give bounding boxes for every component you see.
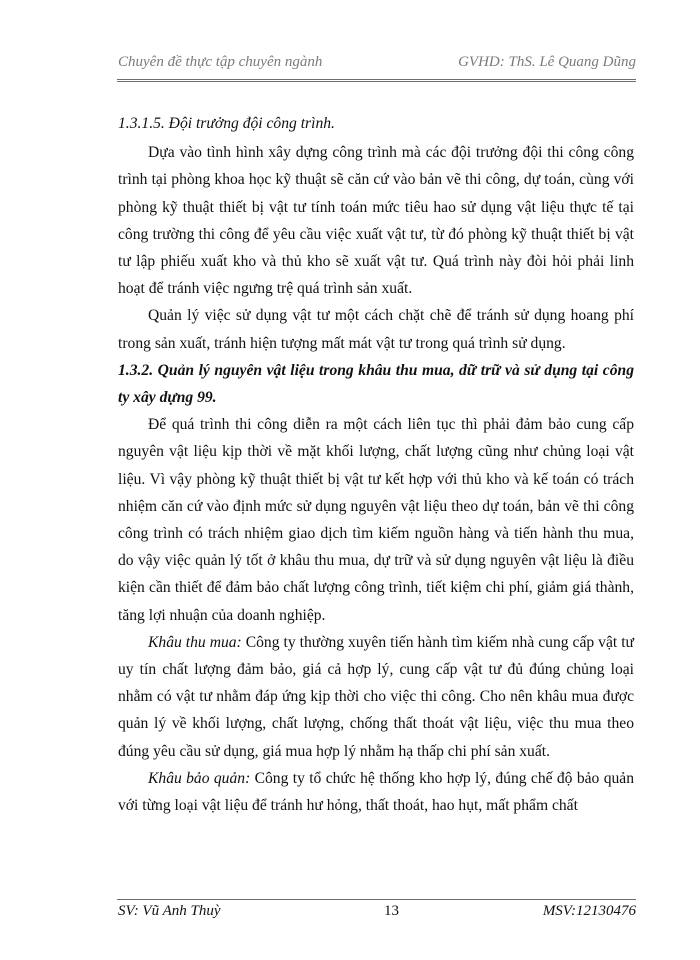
header-course-title: Chuyên đề thực tập chuyên ngành xyxy=(118,54,323,70)
page-header xyxy=(118,54,636,76)
page-number: 13 xyxy=(384,903,399,919)
document-body xyxy=(118,110,634,819)
header-supervisor: GVHD: ThS. Lê Quang Dũng xyxy=(458,54,636,70)
paragraph-1: Dựa vào tình hình xây dựng công trình mà các đội trưởng đội thi công công trình tại phòng khoa học kỹ thuật sẽ căn cứ vào bản vẽ thi công, dự toán, cùng với phòng kỹ thuật thiết bị vật tư tính toán mức tiêu hao sử dụng vật liệu thực tế tại công trường thi công để yêu cầu việc xuất vật tư, từ đó phòng kỹ thuật thiết bị vật tư lập phiếu xuất kho và thủ kho sẽ xuất vật tư. Quá trình này đòi hỏi phải linh hoạt để tránh việc ngưng trệ quá trình sản xuất. xyxy=(118,144,634,298)
section-heading: 1.3.2. Quản lý nguyên vật liệu trong khâu thu mua, dữ trữ và sử dụng tại công ty xây dựng 99. xyxy=(118,361,634,407)
footer-student-id: MSV:12130476 xyxy=(542,903,636,919)
paragraph-4 xyxy=(118,629,634,765)
paragraph-4-text: Công ty thường xuyên tiến hành tìm kiếm nhà cung cấp vật tư uy tín chất lượng đảm bảo, giá cả hợp lý, cung cấp vật tư đủ đúng chủng loại nhằm có vật tư nhằm đáp ứng kịp thời cho việc thi công. Cho nên khâu mua được quản lý về khối lượng, chất lượng, chống thất thoát vật liệu, việc thu mua theo đúng yêu cầu sử dụng, giá mua hợp lý nhằm hạ thấp chi phí sản xuất. xyxy=(118,633,635,760)
subsection-heading: 1.3.1.5. Đội trưởng đội công trình. xyxy=(118,115,335,132)
paragraph-3: Để quá trình thi công diễn ra một cách liên tục thì phải đảm bảo cung cấp nguyên vật liệu kịp thời về mặt khối lượng, chất lượng cũng như chủng loại vật liệu. Vì vậy phòng kỹ thuật thiết bị vật tư kết hợp với thủ kho và kế toán có trách nhiệm căn cứ vào định mức sử dụng nguyên vật liệu theo dự toán, bản vẽ thi công công trình có trách nhiệm giao dịch tìm kiếm nguồn hàng và tiến hành thu mua, do vậy việc quản lý tốt ở khâu thu mua, dự trữ và sử dụng nguyên vật liệu là điều kiện cần thiết để đảm bảo chất lượng công trình, tiết kiệm chi phí, giảm giá thành, tăng lợi nhuận của doanh nghiệp. xyxy=(118,416,634,624)
paragraph-4-lead: Khâu thu mua: xyxy=(148,633,242,651)
paragraph-5-lead: Khâu bảo quản: xyxy=(148,769,251,787)
header-divider xyxy=(117,79,636,82)
footer-divider xyxy=(117,899,636,900)
page-footer xyxy=(118,903,636,925)
footer-student-name: SV: Vũ Anh Thuỳ xyxy=(118,903,221,919)
paragraph-2: Quản lý việc sử dụng vật tư một cách chặt chẽ để tránh sử dụng hoang phí trong sản xuất, tránh hiện tượng mất mát vật tư trong quá trình sử dụng. xyxy=(118,307,634,352)
paragraph-5-text: Công ty tổ chức hệ thống kho hợp lý, đúng chế độ bảo quản với từng loại vật liệu để tránh hư hỏng, thất thoát, hao hụt, mất phẩm chất xyxy=(118,769,635,815)
paragraph-5 xyxy=(118,765,634,819)
